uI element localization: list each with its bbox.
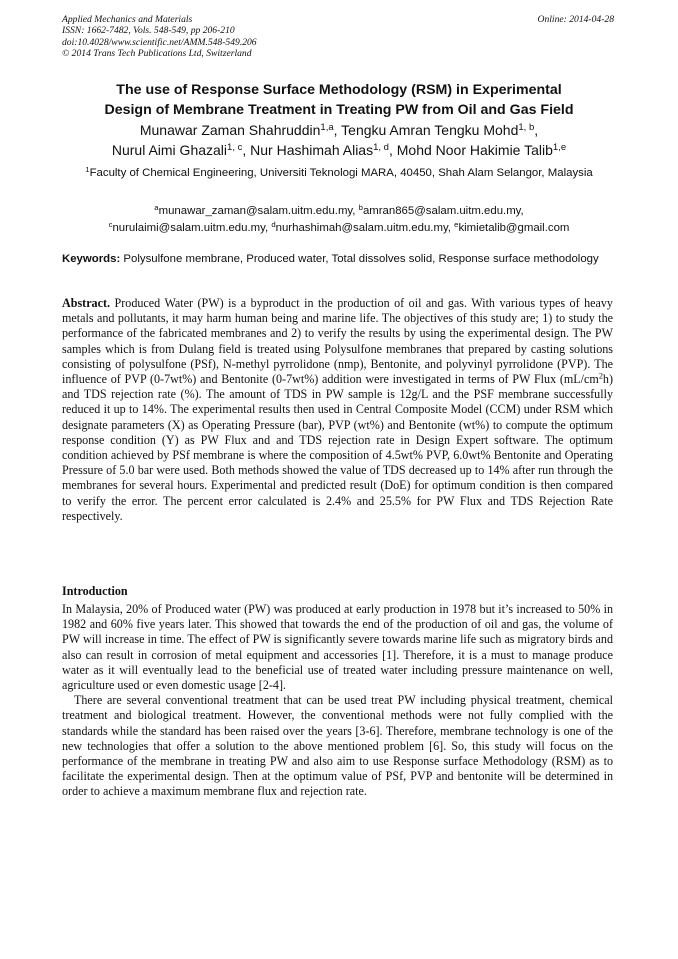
keywords-text: Polysulfone membrane, Produced water, Total dissolves solid, Response surface methodology [123, 253, 599, 265]
email-address: munawar_zaman@salam.uitm.edu.my, [158, 205, 356, 217]
journal-header [62, 14, 614, 60]
author-affiliation-mark: 1,e [552, 141, 567, 153]
email-address: nurulaimi@salam.uitm.edu.my, [112, 222, 269, 234]
author-affiliation-mark: 1, b [518, 121, 535, 133]
author-name: Munawar Zaman Shahruddin [139, 122, 321, 138]
author-affiliation-mark: 1, d [373, 141, 389, 153]
abstract-text-part2: h) and TDS rejection rate (%). The amount of TDS in PW sample is 12g/L and the PSF membrane successfully reduced it up to 14%. The experimental results then used in Central Composite Model (CCM) under RSM which designate parameters (X) as Operating Pressure (bar), PVP (wt%) and Bentonite (wt%) to compute the optimum response condition (Y) as PW Flux and and TDS rejection rate in Design Expert software. The optimum condition achieved by PSf membrane is where the composition of 4.5wt% PVP, 6.0wt% Bentonite and Operating Pressure of 5.0 bar were used. Both methods showed the value of TDS decreased up to 14% after run through the membranes for several hours. Experimental and predicted result (DoE) for optimum condition is then compared to verify the error. The percent error calculated is 2.4% and 25.5% for PW Flux and TDS Rejection Rate respectively. [62, 372, 613, 523]
email-mark: e [454, 219, 459, 229]
introduction-paragraph-1: In Malaysia, 20% of Produced water (PW) was produced at early production in 1978 but it’s increased to 50% in 1982 and 60% five years later. This showed that towards the end of the production of oil and gas, the volume of PW will increase in time. The effect of PW is significantly severe towards marine life such as migratory birds and also can result in corrosion of metal equipment and accessories [1]. Therefore, it is a must to manage produce water as it will eventually lead to the beneficial use of treated water including pressure maintenance on well, agriculture used or even domestic usage [2-4]. [62, 602, 613, 693]
affiliation-mark: 1 [85, 164, 90, 174]
journal-name: Applied Mechanics and Materials [62, 14, 193, 25]
author-name: Nur Hashimah Alias [250, 142, 374, 158]
email-address: amran865@salam.uitm.edu.my, [362, 205, 524, 217]
copyright-line: © 2014 Trans Tech Publications Ltd, Switzerland [62, 48, 252, 60]
paper-title [40, 80, 638, 120]
introduction-heading: Introduction [62, 584, 128, 598]
email-mark: c [108, 219, 113, 229]
abstract-text-part1: Produced Water (PW) is a byproduct in the production of oil and gas. With various types of heavy metals and pollutants, it may harm human being and marine life. The objectives of this study are; 1) to study the performance of the fabricated membranes and 2) to verify the results by using the experimental design. The PW samples which is from Dulang field is treated using Polysulfone membranes that prepared by casting solutions consisting of polysulfone (PSf), N-methyl pyrrolidone (nmp), Bentonite, and polyvinyl pyrrolidone (PVP). The influence of PVP (0-7wt%) and Bentonite (0-7wt%) addition were investigated in terms of PW Flux (mL/cm [62, 296, 613, 387]
keywords-paragraph [62, 252, 613, 267]
unit-superscript: 2 [598, 371, 603, 381]
email-mark: b [358, 202, 363, 212]
email-mark: a [154, 202, 159, 212]
author-name: Nurul Aimi Ghazali [111, 142, 228, 158]
keywords-label: Keywords: [62, 253, 121, 265]
issn-line: ISSN: 1662-7482, Vols. 548-549, pp 206-210 [62, 25, 235, 37]
email-mark: d [271, 219, 276, 229]
abstract-paragraph [62, 296, 613, 524]
author-name: Mohd Noor Hakimie Talib [396, 142, 553, 158]
introduction-paragraph-2: There are several conventional treatment that can be used treat PW including physical treatment, chemical treatment and biological treatment. However, the conventional methods were not fully complied with the standards while the standard has been raised over the years [3-6]. Therefore, membrane technology is one of the new technologies that offer a solution to the above mentioned problem [6]. So, this study will focus on the performance of the membrane in treating PW and also aim to use Response surface Methodology (RSM) as to facilitate the experimental design. Then at the optimum value of PSf, PVP and bentonite will be determined in order to achieve a maximum membrane flux and rejection rate. [62, 693, 613, 799]
author-affiliation-mark: 1, c [227, 141, 243, 153]
affiliation-text: Faculty of Chemical Engineering, Universiti Teknologi MARA, 40450, Shah Alam Selangor, Malaysia [89, 167, 593, 179]
title-line-1: The use of Response Surface Methodology (RSM) in Experimental [116, 82, 562, 98]
abstract-label: Abstract. [62, 296, 111, 310]
doi-line: doi:10.4028/www.scientific.net/AMM.548-549.206 [62, 36, 257, 48]
author-name: Tengku Amran Tengku Mohd [341, 122, 519, 138]
introduction-body [62, 602, 613, 800]
author-affiliation-mark: 1,a [320, 121, 334, 133]
affiliation [60, 165, 618, 182]
email-address: kimietalib@gmail.com [458, 222, 570, 234]
online-date: Online: 2014-04-28 [537, 14, 614, 25]
title-line-2: Design of Membrane Treatment in Treating PW from Oil and Gas Field [104, 102, 574, 118]
email-address: nurhashimah@salam.uitm.edu.my, [275, 222, 451, 234]
email-list [50, 203, 628, 237]
author-list: Munawar Zaman Shahruddin$^{1,a}$, Tengku Amran Tengku Mohd$^{1, b}$, Nurul Aimi Ghazali$^{1, c}$, Nur Hashimah Alias$^{1, d}$, Mohd Noor Hakimie Talib$^{1,e}$ [111, 121, 567, 158]
